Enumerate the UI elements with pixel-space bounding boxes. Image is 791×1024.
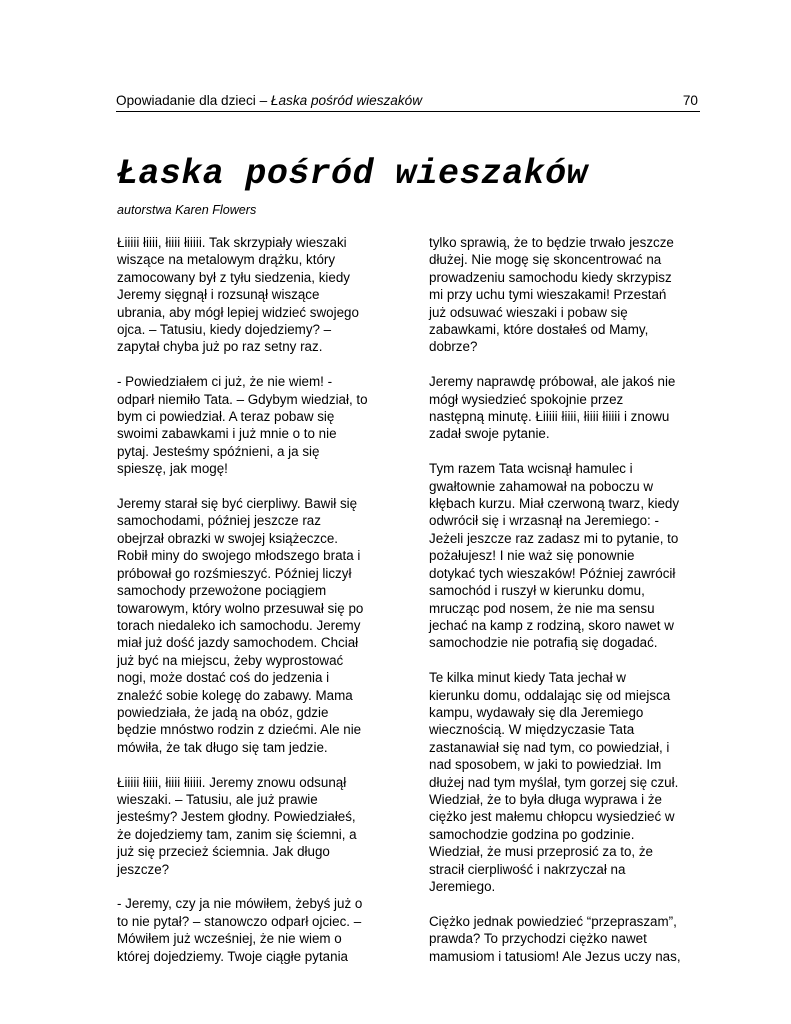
paragraph: Te kilka minut kiedy Tata jechał w kierunku domu, oddalając się od miejsca kampu, wydawały się dla Jeremiego wiecznością. W międzyczasie Tata zastanawiał się nad tym, co powiedział, i nad sposobem, w jaki to powiedział. Im dłużej nad tym myślał, tym gorzej się czuł. Wiedział, że to była długa wyprawa i że ciężko jest małemu chłopcu wysiedzieć w samochodzie godzina po godzinie. Wiedział, że musi przeprosić za to, że stracił cierpliwość i nakrzyczał na Jeremiego.: [429, 670, 679, 894]
running-header: [116, 92, 700, 112]
story-author: autorstwa Karen Flowers: [117, 203, 257, 217]
paragraph: Tym razem Tata wcisnął hamulec i gwałtownie zahamował na poboczu w kłębach kurzu. Miał czerwoną twarz, kiedy odwrócił się i wrzasnął na Jeremiego: - Jeżeli jeszcze raz zadasz mi to pytanie, to pożałujesz! I nie waż się ponownie dotykać tych wieszaków! Później zawrócił samochód i ruszył w kierunku domu, mrucząc pod nosem, że nie ma sensu jechać na kamp z rodziną, skoro nawet w samochodzie nie potrafią się dogadać.: [429, 461, 680, 651]
paragraph: Łiiiii łiiii, łiiii łiiiii. Jeremy znowu odsunął wieszaki. – Tatusiu, ale już prawie jesteśmy? Jestem głodny. Powiedziałeś, że dojedziemy tam, zanim się ściemni, a już się przecież ściemnia. Jak długo jeszcze?: [117, 774, 357, 877]
header-story-title: Łaska pośród wieszaków: [270, 93, 423, 108]
left-column: [117, 234, 395, 982]
paragraph: Jeremy starał się być cierpliwy. Bawił się samochodami, później jeszcze raz obejrzał obrazki w swojej książeczce. Robił miny do swojego młodszego brata i próbował go rozśmieszyć. Później liczył samochody przewożone pociągiem towarowym, który wolno przesuwał się po torach niedaleko ich samochodu. Jeremy miał już dość jazdy samochodem. Chciał już być na miejscu, żeby wyprostować nogi, może dostać coś do jedzenia i znaleźć sobie kolegę do zabawy. Mama powiedziała, że jadą na obóz, gdzie będzie mnóstwo rodzin z dziećmi. Ale nie mówiła, że tak długo się tam jedzie.: [117, 496, 364, 755]
paragraph: - Jeremy, czy ja nie mówiłem, żebyś już o to nie pytał? – stanowczo odparł ojciec. – Mówiłem już wcześniej, że nie wiem o której dojedziemy. Twoje ciągłe pytania: [117, 896, 363, 964]
paragraph: Ciężko jednak powiedzieć “przepraszam”, prawda? To przychodzi ciężko nawet mamusiom i tatusiom! Ale Jezus uczy nas,: [429, 913, 681, 964]
page-number: 70: [682, 93, 698, 108]
paragraph: tylko sprawią, że to będzie trwało jeszcze dłużej. Nie mogę się skoncentrować na prowadzeniu samochodu kiedy skrzypisz mi przy uchu tymi wieszakami! Przestań już odsuwać wieszaki i pobaw się zabawkami, które dostałeś od Mamy, dobrze?: [429, 235, 674, 355]
story-title: Łaska pośród wieszaków: [117, 154, 588, 194]
paragraph: Jeremy naprawdę próbował, ale jakoś nie mógł wysiedzieć spokojnie przez następną minutę. Łiiiii łiiii, łiiii łiiiii i znowu zadał swoje pytanie.: [429, 374, 676, 442]
header-title: [116, 93, 422, 108]
paragraph: - Powiedziałem ci już, że nie wiem! - odparł niemiło Tata. – Gdybym wiedział, to bym ci powiedział. A teraz pobaw się swoimi zabawkami i już mnie o to nie pytaj. Jesteśmy spóźnieni, a ja się spieszę, jak mogę!: [117, 374, 368, 477]
right-column: [429, 234, 707, 982]
paragraph: Łiiiii łiiii, łiiii łiiiii. Tak skrzypiały wieszaki wiszące na metalowym drążku, który zamocowany był z tyłu siedzenia, kiedy Jeremy sięgnął i rozsunął wiszące ubrania, aby mógł lepiej widzieć swojego ojca. – Tatusiu, kiedy dojedziemy? – zapytał chyba już po raz setny raz.: [117, 235, 359, 355]
header-prefix: Opowiadanie dla dzieci –: [116, 93, 271, 108]
